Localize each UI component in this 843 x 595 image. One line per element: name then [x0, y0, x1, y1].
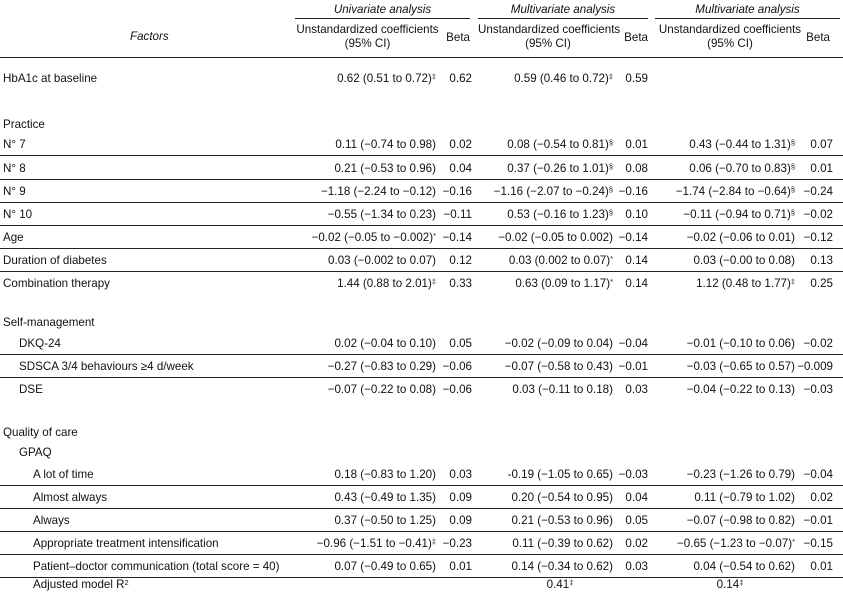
cell-multivariate2-beta: −0.15	[803, 537, 833, 550]
row-rule	[0, 377, 843, 378]
cell-multivariate2-beta: −0.03	[803, 383, 833, 396]
header-bottom-rule	[0, 57, 843, 58]
cell-multivariate1-ci: 0.63 (0.09 to 1.17)*	[515, 277, 613, 290]
cell-multivariate2-ci: 1.12 (0.48 to 1.77)‡	[696, 277, 795, 290]
cell-multivariate1-ci: 0.37 (−0.26 to 1.01)§	[507, 162, 613, 175]
cell-univariate-ci: 0.21 (−0.53 to 0.96)	[334, 162, 436, 175]
cell-multivariate2-beta: −0.24	[803, 185, 833, 198]
header-group-rule-3	[655, 18, 840, 19]
row-rule	[0, 179, 843, 180]
cell-multivariate2-ci: −0.04 (−0.22 to 0.13)	[686, 383, 795, 396]
cell-univariate-beta: −0.11	[443, 208, 472, 221]
row-label: SDSCA 3/4 behaviours ≥4 d/week	[19, 360, 194, 373]
cell-multivariate1-ci: 0.20 (−0.54 to 0.95)	[511, 491, 613, 504]
row-label: DSE	[19, 383, 43, 396]
cell-multivariate2-ci: −0.23 (−1.26 to 0.79)	[686, 468, 795, 481]
cell-multivariate1-ci: 0.59 (0.46 to 0.72)‡	[514, 72, 613, 85]
cell-multivariate1-beta: −0.01	[618, 360, 648, 373]
cell-multivariate1-ci: −0.07 (−0.58 to 0.43)	[504, 360, 613, 373]
cell-multivariate2-beta: −0.04	[803, 468, 833, 481]
cell-multivariate1-beta: 0.01	[625, 138, 648, 151]
row-label: Patient–doctor communication (total score = 40)	[33, 560, 280, 573]
cell-multivariate2-ci: −0.65 (−1.23 to −0.07)*	[677, 537, 795, 550]
cell-multivariate2-beta: −0.12	[803, 231, 833, 244]
cell-multivariate1-ci: -0.19 (−1.05 to 0.65)	[507, 468, 613, 481]
cell-multivariate1-beta: 0.04	[625, 491, 648, 504]
cell-univariate-ci: 0.18 (−0.83 to 1.20)	[334, 468, 436, 481]
cell-univariate-ci: −0.27 (−0.83 to 0.29)	[327, 360, 436, 373]
cell-multivariate1-ci: 0.08 (−0.54 to 0.81)§	[507, 138, 613, 151]
cell-univariate-ci: 0.62 (0.51 to 0.72)‡	[337, 72, 436, 85]
cell-multivariate2-ci: −0.11 (−0.94 to 0.71)§	[683, 208, 795, 221]
cell-univariate-beta: 0.09	[449, 514, 472, 527]
cell-univariate-beta: −0.14	[442, 231, 472, 244]
row-label: Appropriate treatment intensification	[33, 537, 219, 550]
row-rule	[0, 554, 843, 555]
cell-multivariate1-beta: −0.16	[618, 185, 648, 198]
row-label: DKQ-24	[19, 337, 61, 350]
cell-multivariate2-beta: −0.01	[803, 514, 833, 527]
row-label: N° 7	[3, 138, 26, 151]
cell-multivariate1-beta: 0.10	[625, 208, 648, 221]
cell-univariate-ci: −0.55 (−1.34 to 0.23)	[327, 208, 436, 221]
cell-univariate-beta: 0.02	[449, 138, 472, 151]
row-label: Almost always	[33, 491, 108, 504]
row-rule	[0, 271, 843, 272]
cell-univariate-ci: −0.96 (−1.51 to −0.41)‡	[316, 537, 436, 550]
header-group-multivariate-1: Multivariate analysis	[510, 3, 616, 16]
cell-multivariate1-ci: 0.03 (0.002 to 0.07)*	[508, 254, 613, 267]
cell-univariate-ci: 0.37 (−0.50 to 1.25)	[334, 514, 436, 527]
row-label: Age	[3, 231, 24, 244]
cell-multivariate1-ci: 0.14 (−0.34 to 0.62)	[511, 560, 613, 573]
row-rule	[0, 531, 843, 532]
row-label: GPAQ	[19, 446, 52, 459]
cell-univariate-ci: −0.07 (−0.22 to 0.08)	[327, 383, 436, 396]
row-rule	[0, 354, 843, 355]
cell-multivariate2-ci: −0.02 (−0.06 to 0.01)	[686, 231, 795, 244]
cell-multivariate1-ci: −0.02 (−0.09 to 0.04)	[504, 337, 613, 350]
cell-multivariate2-beta: 0.01	[810, 560, 833, 573]
cell-multivariate2-beta: 0.02	[810, 491, 833, 504]
cell-multivariate2-ci: −0.03 (−0.65 to 0.57)	[686, 360, 795, 373]
header-group-rule-2	[478, 18, 648, 19]
row-rule	[0, 225, 843, 226]
header-group-univariate: Univariate analysis	[333, 3, 432, 16]
cell-multivariate1-beta: 0.14	[625, 277, 648, 290]
cell-univariate-ci: 1.44 (0.88 to 2.01)‡	[337, 277, 436, 290]
cell-univariate-ci: 0.03 (−0.002 to 0.07)	[328, 254, 436, 267]
cell-multivariate2-ci: −0.01 (−0.10 to 0.06)	[686, 337, 795, 350]
cell-multivariate2-beta: 0.13	[810, 254, 833, 267]
cell-univariate-beta: −0.06	[442, 383, 472, 396]
cell-multivariate2-ci: 0.43 (−0.44 to 1.31)§	[689, 138, 795, 151]
cell-univariate-beta: 0.01	[449, 560, 472, 573]
cell-multivariate1-ci: 0.11 (−0.39 to 0.62)	[512, 537, 613, 550]
row-label: N° 8	[3, 162, 26, 175]
header-coef-multivariate-2: Unstandardized coefficients (95% CI)	[658, 23, 802, 50]
cell-univariate-beta: 0.33	[449, 277, 472, 290]
cell-univariate-ci: 0.07 (−0.49 to 0.65)	[334, 560, 436, 573]
cell-multivariate2-beta: −0.02	[803, 208, 833, 221]
row-label: Self-management	[3, 316, 95, 329]
row-rule	[0, 248, 843, 249]
cell-univariate-beta: 0.05	[449, 337, 472, 350]
cell-multivariate1-beta: 0.08	[625, 162, 648, 175]
row-label: N° 10	[3, 208, 33, 221]
cell-multivariate1-beta: 0.59	[625, 72, 648, 85]
cell-univariate-ci: 0.43 (−0.49 to 1.35)	[334, 491, 436, 504]
cell-multivariate1-beta: −0.03	[618, 468, 648, 481]
cell-multivariate2-ci: 0.11 (−0.79 to 1.02)	[694, 491, 795, 504]
cell-multivariate1-beta: 0.14	[625, 254, 648, 267]
cell-multivariate1-beta: 0.05	[625, 514, 648, 527]
row-label: Practice	[3, 118, 45, 131]
cell-univariate-beta: 0.12	[449, 254, 472, 267]
cell-univariate-beta: −0.23	[442, 537, 472, 550]
cell-multivariate2-beta: 0.25	[810, 277, 833, 290]
cell-univariate-beta: 0.09	[449, 491, 472, 504]
cell-multivariate1-ci: 0.53 (−0.16 to 1.23)§	[507, 208, 613, 221]
header-beta-multivariate-1: Beta	[624, 31, 648, 44]
cell-multivariate1-ci: −0.02 (−0.05 to 0.002)	[498, 231, 613, 244]
header-group-rule-1	[295, 18, 470, 19]
cell-multivariate1-ci: −1.16 (−2.07 to −0.24)§	[493, 185, 613, 198]
row-rule	[0, 485, 843, 486]
cell-multivariate2-ci: 0.03 (−0.00 to 0.08)	[693, 254, 795, 267]
row-rule	[0, 202, 843, 203]
adjusted-r2-multivariate-2: 0.14‡	[716, 578, 744, 591]
adjusted-r2-multivariate-1: 0.41‡	[546, 578, 574, 591]
header-beta-univariate: Beta	[446, 31, 470, 44]
cell-univariate-ci: 0.11 (−0.74 to 0.98)	[335, 138, 436, 151]
header-factors: Factors	[130, 30, 169, 43]
cell-multivariate2-ci: −0.07 (−0.98 to 0.82)	[686, 514, 795, 527]
cell-multivariate1-ci: 0.03 (−0.11 to 0.18)	[512, 383, 613, 396]
header-coef-multivariate-1: Unstandardized coefficients (95% CI)	[478, 23, 621, 50]
row-label: N° 9	[3, 185, 26, 198]
cell-multivariate2-ci: 0.06 (−0.70 to 0.83)§	[689, 162, 795, 175]
row-label: Always	[33, 514, 70, 527]
cell-univariate-ci: −0.02 (−0.05 to −0.002)*	[311, 231, 436, 244]
cell-multivariate1-ci: 0.21 (−0.53 to 0.96)	[511, 514, 613, 527]
row-label: A lot of time	[33, 468, 94, 481]
row-rule	[0, 508, 843, 509]
cell-multivariate2-ci: −1.74 (−2.84 to −0.64)§	[675, 185, 795, 198]
cell-multivariate1-beta: 0.03	[625, 560, 648, 573]
row-rule	[0, 155, 843, 156]
cell-multivariate1-beta: 0.02	[625, 537, 648, 550]
adjusted-r2-label: Adjusted model $R^2$	[33, 578, 129, 591]
cell-univariate-beta: 0.62	[449, 72, 472, 85]
row-label: Duration of diabetes	[3, 254, 107, 267]
row-label: Combination therapy	[3, 277, 110, 290]
cell-multivariate2-ci: 0.04 (−0.54 to 0.62)	[693, 560, 795, 573]
cell-multivariate2-beta: −0.02	[803, 337, 833, 350]
header-group-multivariate-2: Multivariate analysis	[695, 3, 800, 16]
cell-multivariate1-beta: 0.03	[625, 383, 648, 396]
cell-multivariate1-beta: −0.14	[618, 231, 648, 244]
row-label: Quality of care	[3, 426, 78, 439]
cell-univariate-beta: −0.06	[442, 360, 472, 373]
cell-multivariate1-beta: −0.04	[618, 337, 648, 350]
row-label: HbA1c at baseline	[3, 72, 98, 85]
cell-univariate-beta: 0.04	[449, 162, 472, 175]
cell-multivariate2-beta: −0.009	[797, 360, 833, 373]
cell-univariate-beta: 0.03	[449, 468, 472, 481]
header-coef-univariate: Unstandardized coefficients (95% CI)	[296, 23, 439, 50]
cell-univariate-ci: −1.18 (−2.24 to −0.12)	[320, 185, 436, 198]
cell-multivariate2-beta: 0.07	[810, 138, 833, 151]
header-beta-multivariate-2: Beta	[806, 31, 830, 44]
cell-univariate-beta: −0.16	[442, 185, 472, 198]
cell-univariate-ci: 0.02 (−0.04 to 0.10)	[334, 337, 436, 350]
cell-multivariate2-beta: 0.01	[810, 162, 833, 175]
